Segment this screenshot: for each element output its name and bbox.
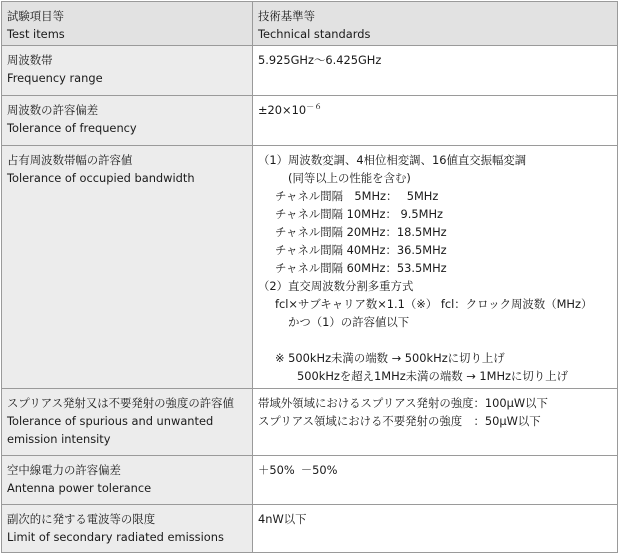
channel-spacing-5mhz: チャネル間隔 5MHz： 5MHz <box>275 189 439 203</box>
label-en: Tolerance of occupied bandwidth <box>7 171 195 185</box>
header-test-items-ja: 試験項目等 <box>7 9 64 23</box>
spacer <box>258 331 612 349</box>
label-spurious-emission <box>2 389 253 456</box>
label-ja: 空中線電力の許容偏差 <box>7 463 121 477</box>
channel-spacing-10mhz: チャネル間隔 10MHz： 9.5MHz <box>275 207 443 221</box>
header-test-items-en: Test items <box>7 27 65 41</box>
spurious-domain-limit: スプリアス領域における不要発射の強度 ：50μW以下 <box>258 414 541 428</box>
value-frequency-tolerance <box>253 96 618 146</box>
value-frequency-range <box>253 46 618 96</box>
channel-spacing-60mhz: チャネル間隔 60MHz：53.5MHz <box>275 261 447 275</box>
header-technical-standards-ja: 技術基準等 <box>258 9 315 23</box>
label-frequency-tolerance <box>2 96 253 146</box>
value-text <box>258 461 612 479</box>
lower-tolerance: －50% <box>300 463 338 477</box>
row-frequency-tolerance <box>2 96 618 146</box>
value-text: 4nW以下 <box>258 512 307 526</box>
label-ja: 周波数の許容偏差 <box>7 103 99 117</box>
header-test-items <box>2 2 253 46</box>
row-spurious-emission <box>2 389 618 456</box>
header-row <box>2 2 618 46</box>
row-secondary-emissions <box>2 505 618 553</box>
rounding-note-2: 500kHzを超え1MHz未満の端数 → 1MHzに切り上げ <box>297 369 568 383</box>
label-secondary-emissions <box>2 505 253 553</box>
upper-tolerance: ＋50% <box>258 463 295 477</box>
value-antenna-power <box>253 456 618 505</box>
label-en: Frequency range <box>7 71 103 85</box>
label-en: Antenna power tolerance <box>7 481 152 495</box>
label-en-2: emission intensity <box>7 432 111 446</box>
value-base: ±20×10 <box>258 103 307 117</box>
row-antenna-power <box>2 456 618 505</box>
value-text: 5.925GHz～6.425GHz <box>258 53 382 67</box>
header-technical-standards-en: Technical standards <box>258 27 371 41</box>
label-en: Tolerance of frequency <box>7 121 137 135</box>
value-spurious-emission <box>253 389 618 456</box>
value-secondary-emissions <box>253 505 618 553</box>
channel-spacing-40mhz: チャネル間隔 40MHz：36.5MHz <box>275 243 447 257</box>
equivalent-performance-line: (同等以上の性能を含む) <box>288 171 411 185</box>
row-occupied-bandwidth <box>2 146 618 389</box>
modulation-text: 周波数変調、4相位相変調、16値直交振幅変調 <box>288 153 527 167</box>
label-en: Limit of secondary radiated emissions <box>7 530 224 544</box>
modulation-line <box>258 151 612 169</box>
item-number-1: （1） <box>258 153 289 167</box>
label-ja: 占有周波数帯幅の許容値 <box>7 153 133 167</box>
item-number-2: （2） <box>258 279 289 293</box>
label-ja: スプリアス発射又は不要発射の強度の許容値 <box>7 396 234 410</box>
value-exponent: －６ <box>306 102 323 111</box>
value-occupied-bandwidth <box>253 146 618 389</box>
label-frequency-range <box>2 46 253 96</box>
out-of-band-limit: 帯域外領域におけるスプリアス発射の強度：100μW以下 <box>258 396 548 410</box>
value-text <box>258 101 612 119</box>
label-antenna-power <box>2 456 253 505</box>
label-occupied-bandwidth <box>2 146 253 389</box>
header-technical-standards <box>253 2 618 46</box>
ofdm-text: 直交周波数分割多重方式 <box>288 279 414 293</box>
label-ja: 副次的に発する電波等の限度 <box>7 512 156 526</box>
limit-line: かつ（1）の許容値以下 <box>288 315 410 329</box>
label-en-1: Tolerance of spurious and unwanted <box>7 414 214 428</box>
rounding-note-1: ※ 500kHz未満の端数 → 500kHzに切り上げ <box>275 351 505 365</box>
row-frequency-range <box>2 46 618 96</box>
test-standards-table <box>1 1 618 553</box>
ofdm-line <box>258 277 612 295</box>
formula-line: fcl×サブキャリア数×1.1（※） fcl：クロック周波数（MHz） <box>275 297 593 311</box>
channel-spacing-20mhz: チャネル間隔 20MHz：18.5MHz <box>275 225 447 239</box>
label-ja: 周波数帯 <box>7 53 53 67</box>
